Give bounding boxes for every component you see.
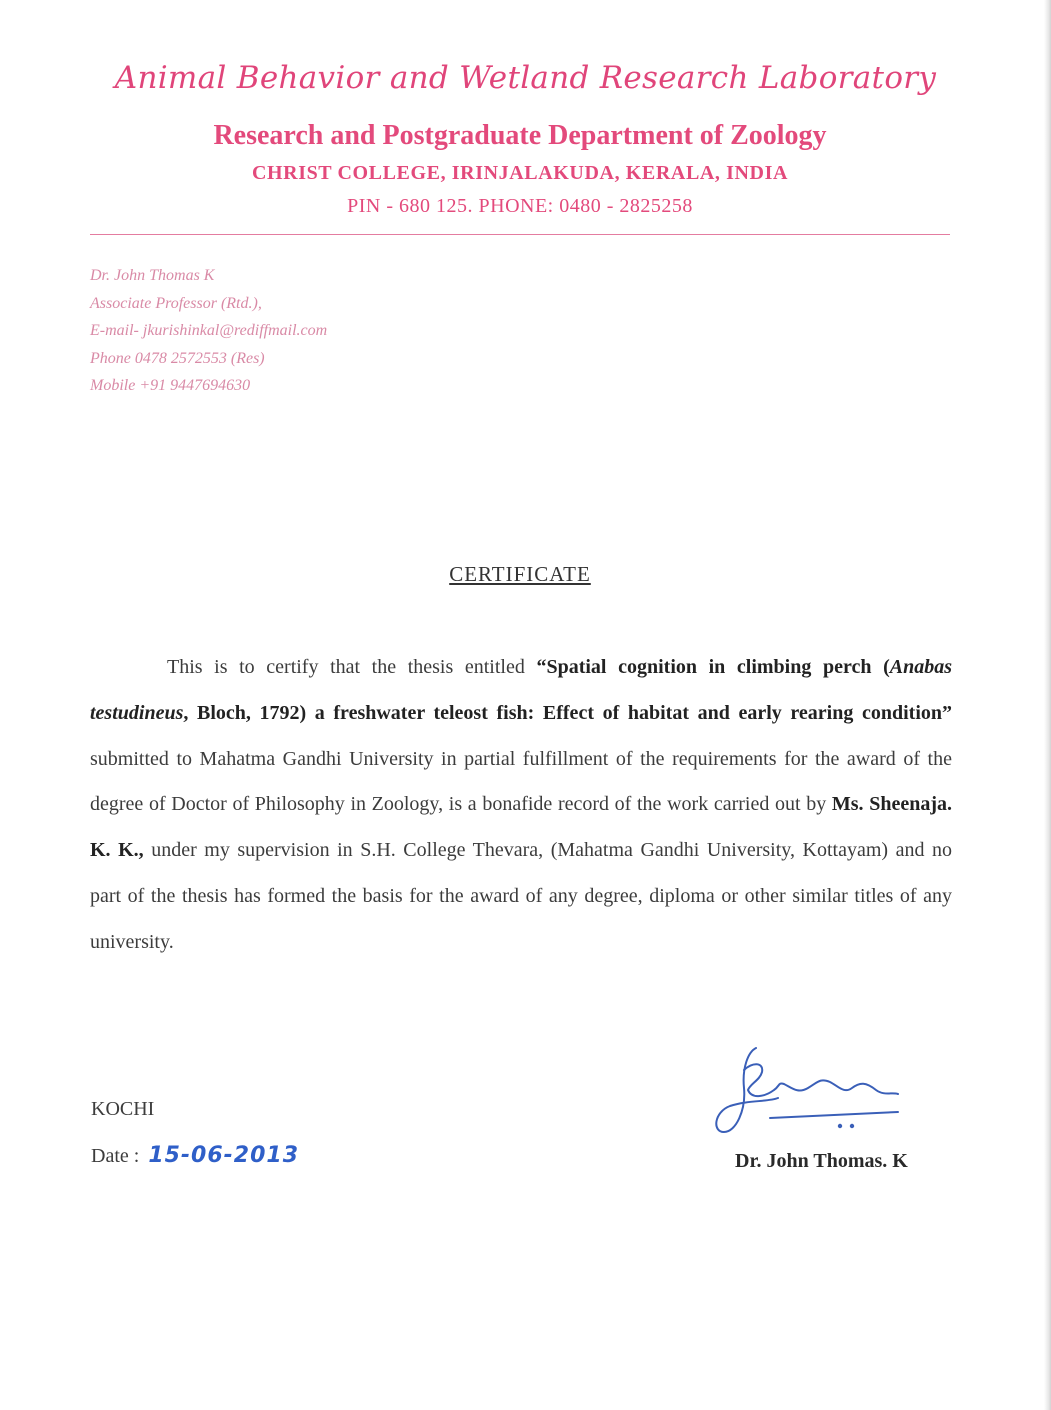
certificate-body	[90, 645, 952, 966]
date-value: 15-06-2013	[148, 1143, 300, 1168]
thesis-title-part2: , Bloch, 1792) a freshwater teleost fish: Effect of habitat and early rearing condition”	[183, 701, 952, 724]
lab-title: Animal Behavior and Wetland Research Laboratory	[114, 60, 937, 96]
date-row	[91, 1143, 299, 1168]
department-name: Research and Postgraduate Department of Zoology	[213, 120, 827, 151]
contact-designation: Associate Professor (Rtd.),	[90, 294, 262, 312]
body-closing: under my supervision in S.H. College Thevara, (Mahatma Gandhi University, Kottayam) and no part of the thesis has formed the basis for the award of any degree, diploma or other similar titles of any university.	[90, 839, 952, 953]
date-label: Date :	[91, 1145, 145, 1167]
contact-phone: Phone 0478 2572553 (Res)	[90, 349, 265, 367]
body-intro: This is to certify that the thesis entitled	[167, 656, 537, 678]
body-middle: submitted to Mahatma Gandhi University in partial fulfillment of the requirements for the award of the degree of Doctor of Philosophy in Zoology, is a bonafide record of the work carried out by	[90, 747, 952, 816]
header-divider	[90, 234, 950, 235]
college-name: CHRIST COLLEGE, IRINJALAKUDA, KERALA, INDIA	[251, 162, 789, 184]
pin-phone: PIN - 680 125. PHONE: 0480 - 2825258	[347, 195, 693, 217]
thesis-title-part1: “Spatial cognition in climbing perch (	[536, 656, 890, 678]
contact-mobile: Mobile +91 9447694630	[90, 377, 251, 394]
contact-block	[90, 262, 327, 400]
page-edge-shadow	[1044, 0, 1051, 1410]
species-name: Anabas testudineus	[90, 656, 952, 724]
place: KOCHI	[91, 1098, 155, 1120]
candidate-name: Ms. Sheenaja. K. K.,	[90, 793, 952, 862]
signatory-name: Dr. John Thomas. K	[735, 1150, 908, 1172]
signature-image	[708, 1040, 908, 1140]
contact-name: Dr. John Thomas K	[90, 267, 215, 284]
contact-email: E-mail- jkurishinkal@rediffmail.com	[90, 322, 328, 339]
certificate-heading: CERTIFICATE	[449, 562, 591, 586]
